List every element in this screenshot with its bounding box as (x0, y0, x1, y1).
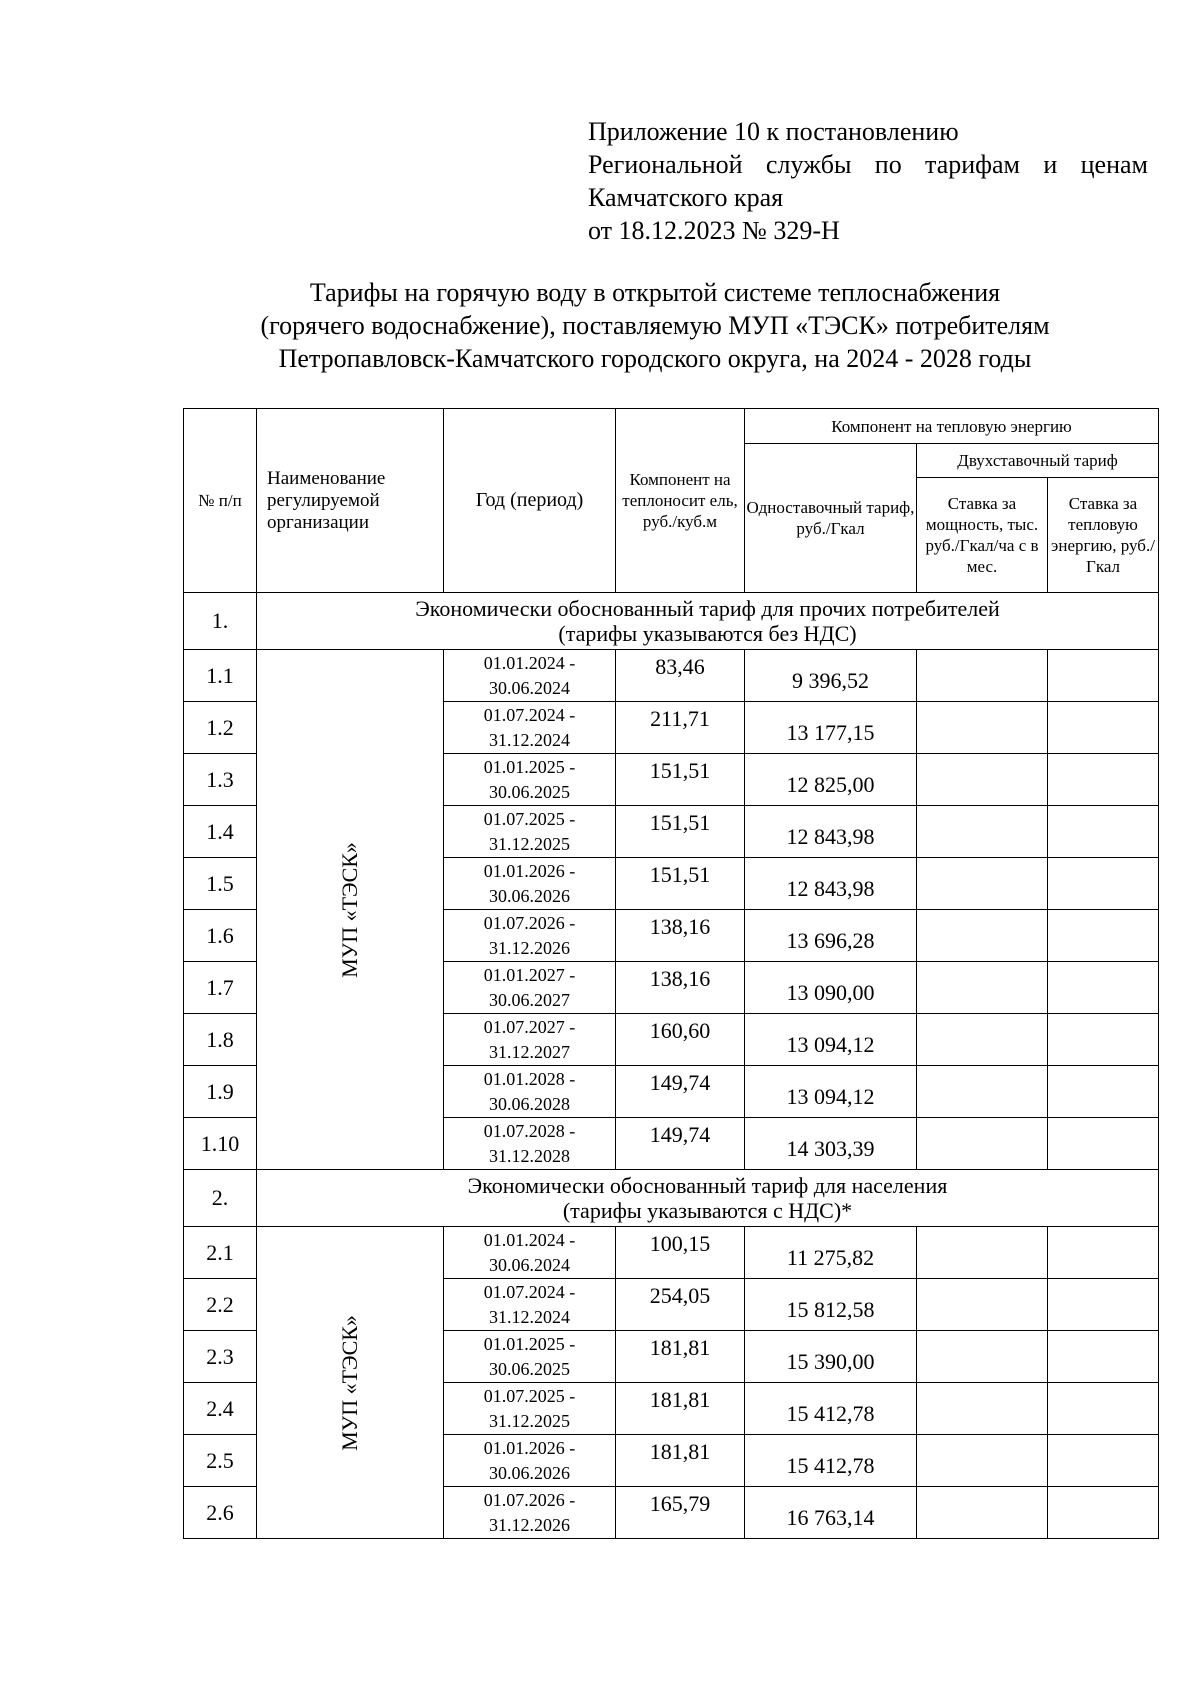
period-start: 01.01.2028 - (483, 1068, 576, 1089)
carrier-value: 138,16 (616, 910, 745, 962)
period-cell (444, 1383, 616, 1435)
period-end: 31.12.2026 (489, 1514, 570, 1535)
period-end: 30.06.2025 (489, 1358, 570, 1379)
energy-rate-value (1048, 1487, 1159, 1539)
single-rate-value: 15 812,58 (745, 1279, 917, 1331)
carrier-value: 83,46 (616, 650, 745, 702)
capacity-rate-value (917, 650, 1048, 702)
period-end: 31.12.2024 (489, 729, 570, 750)
single-rate-value: 11 275,82 (745, 1227, 917, 1279)
period-end: 30.06.2025 (489, 781, 570, 802)
period-end: 31.12.2028 (489, 1145, 570, 1166)
capacity-rate-value (917, 1118, 1048, 1170)
carrier-value: 165,79 (616, 1487, 745, 1539)
appendix-line: от 18.12.2023 № 329-Н (588, 216, 840, 245)
energy-rate-value (1048, 1227, 1159, 1279)
table-header (184, 409, 1159, 593)
period-end: 31.12.2026 (489, 937, 570, 958)
row-number: 1.6 (184, 910, 257, 962)
period-cell (444, 650, 616, 702)
period-start: 01.01.2025 - (483, 1333, 576, 1354)
title-line: Петропавловск-Камчатского городского округа, на 2024 - 2028 годы (278, 344, 1032, 373)
row-number: 1.3 (184, 754, 257, 806)
period-start: 01.07.2024 - (483, 704, 576, 725)
period-start: 01.07.2027 - (483, 1016, 576, 1037)
row-number: 2.4 (184, 1383, 257, 1435)
carrier-value: 181,81 (616, 1331, 745, 1383)
period-cell (444, 1118, 616, 1170)
capacity-rate-value (917, 1331, 1048, 1383)
period-cell (444, 1014, 616, 1066)
carrier-value: 181,81 (616, 1383, 745, 1435)
single-rate-value: 15 412,78 (745, 1435, 917, 1487)
title-line: (горячего водоснабжение), поставляемую МУП «ТЭСК» потребителям (260, 311, 1050, 340)
energy-rate-value (1048, 1435, 1159, 1487)
capacity-rate-value (917, 1066, 1048, 1118)
period-end: 30.06.2028 (489, 1093, 570, 1114)
single-rate-value: 12 843,98 (745, 858, 917, 910)
header-year: Год (период) (444, 409, 616, 593)
section-title-line: Экономически обоснованный тариф для населения (467, 1173, 948, 1198)
capacity-rate-value (917, 1487, 1048, 1539)
energy-rate-value (1048, 702, 1159, 754)
period-cell (444, 858, 616, 910)
row-number: 1.4 (184, 806, 257, 858)
capacity-rate-value (917, 754, 1048, 806)
period-start: 01.07.2025 - (483, 1385, 576, 1406)
single-rate-value: 15 412,78 (745, 1383, 917, 1435)
tariff-table (183, 408, 1159, 1539)
org-cell (257, 650, 444, 1170)
period-end: 31.12.2025 (489, 1410, 570, 1431)
carrier-value: 151,51 (616, 806, 745, 858)
energy-rate-value (1048, 754, 1159, 806)
carrier-value: 151,51 (616, 858, 745, 910)
org-name: МУП «ТЭСК» (337, 841, 362, 978)
header-heat-component: Компонент на тепловую энергию (745, 409, 1159, 444)
row-number: 1.9 (184, 1066, 257, 1118)
period-start: 01.01.2026 - (483, 1437, 576, 1458)
capacity-rate-value (917, 910, 1048, 962)
section-title (257, 1170, 1159, 1227)
row-number: 1.7 (184, 962, 257, 1014)
appendix-note (588, 115, 1148, 247)
period-start: 01.01.2024 - (483, 652, 576, 673)
carrier-value: 181,81 (616, 1435, 745, 1487)
capacity-rate-value (917, 962, 1048, 1014)
capacity-rate-value (917, 806, 1048, 858)
table-row (184, 650, 1159, 702)
title-line: Тарифы на горячую воду в открытой системе теплоснабжения (309, 278, 1001, 307)
header-org: Наименование регулируемой организации (257, 409, 444, 593)
row-number: 1.1 (184, 650, 257, 702)
single-rate-value: 12 843,98 (745, 806, 917, 858)
period-cell (444, 1066, 616, 1118)
period-cell (444, 910, 616, 962)
row-number: 1.10 (184, 1118, 257, 1170)
capacity-rate-value (917, 1014, 1048, 1066)
carrier-value: 211,71 (616, 702, 745, 754)
period-start: 01.01.2027 - (483, 964, 576, 985)
org-name: МУП «ТЭСК» (337, 1314, 362, 1451)
period-end: 30.06.2024 (489, 1254, 570, 1275)
energy-rate-value (1048, 910, 1159, 962)
row-number: 2.1 (184, 1227, 257, 1279)
carrier-value: 100,15 (616, 1227, 745, 1279)
period-start: 01.01.2024 - (483, 1229, 576, 1250)
period-cell (444, 1435, 616, 1487)
capacity-rate-value (917, 1383, 1048, 1435)
row-number: 1.8 (184, 1014, 257, 1066)
single-rate-value: 16 763,14 (745, 1487, 917, 1539)
section-title-line: (тарифы указываются без НДС) (558, 621, 857, 646)
energy-rate-value (1048, 1118, 1159, 1170)
period-start: 01.07.2026 - (483, 1489, 576, 1510)
single-rate-value: 9 396,52 (745, 650, 917, 702)
energy-rate-value (1048, 1014, 1159, 1066)
row-number: 2.5 (184, 1435, 257, 1487)
header-energy-rate: Ставка за тепловую энергию, руб./Гкал (1048, 478, 1159, 593)
capacity-rate-value (917, 858, 1048, 910)
single-rate-value: 13 177,15 (745, 702, 917, 754)
row-number: 1.5 (184, 858, 257, 910)
period-cell (444, 1227, 616, 1279)
section-row (184, 593, 1159, 650)
period-cell (444, 754, 616, 806)
period-start: 01.07.2026 - (483, 912, 576, 933)
period-end: 31.12.2024 (489, 1306, 570, 1327)
carrier-value: 254,05 (616, 1279, 745, 1331)
header-carrier: Компонент на теплоносит ель, руб./куб.м (616, 409, 745, 593)
row-number: 2.3 (184, 1331, 257, 1383)
section-row (184, 1170, 1159, 1227)
header-single-rate: Одноставочный тариф, руб./Гкал (745, 444, 917, 593)
single-rate-value: 12 825,00 (745, 754, 917, 806)
section-title-line: Экономически обоснованный тариф для прочих потребителей (415, 596, 1000, 621)
energy-rate-value (1048, 858, 1159, 910)
single-rate-value: 13 696,28 (745, 910, 917, 962)
capacity-rate-value (917, 1279, 1048, 1331)
org-cell (257, 1227, 444, 1539)
period-cell (444, 1487, 616, 1539)
header-two-rate: Двухставочный тариф (917, 444, 1159, 478)
appendix-line: Приложение 10 к постановлению (588, 117, 959, 146)
energy-rate-value (1048, 1279, 1159, 1331)
period-end: 31.12.2027 (489, 1041, 570, 1062)
period-start: 01.07.2024 - (483, 1281, 576, 1302)
capacity-rate-value (917, 702, 1048, 754)
period-cell (444, 806, 616, 858)
period-start: 01.07.2028 - (483, 1120, 576, 1141)
capacity-rate-value (917, 1227, 1048, 1279)
section-title-line: (тарифы указываются с НДС)* (562, 1198, 853, 1223)
appendix-line: Региональной службы по тарифам и ценам (588, 150, 1148, 179)
table-row (184, 1227, 1159, 1279)
single-rate-value: 13 094,12 (745, 1014, 917, 1066)
section-title (257, 593, 1159, 650)
period-cell (444, 1331, 616, 1383)
row-number: 2.6 (184, 1487, 257, 1539)
energy-rate-value (1048, 806, 1159, 858)
carrier-value: 138,16 (616, 962, 745, 1014)
header-num: № п/п (184, 409, 257, 593)
period-end: 30.06.2026 (489, 1462, 570, 1483)
capacity-rate-value (917, 1435, 1048, 1487)
energy-rate-value (1048, 650, 1159, 702)
energy-rate-value (1048, 1066, 1159, 1118)
single-rate-value: 15 390,00 (745, 1331, 917, 1383)
period-end: 30.06.2027 (489, 989, 570, 1010)
appendix-line: Камчатского края (588, 183, 784, 212)
energy-rate-value (1048, 1383, 1159, 1435)
period-cell (444, 962, 616, 1014)
carrier-value: 160,60 (616, 1014, 745, 1066)
section-number: 1. (184, 593, 257, 650)
row-number: 2.2 (184, 1279, 257, 1331)
period-start: 01.01.2026 - (483, 860, 576, 881)
period-end: 30.06.2024 (489, 677, 570, 698)
period-end: 31.12.2025 (489, 833, 570, 854)
single-rate-value: 13 090,00 (745, 962, 917, 1014)
single-rate-value: 14 303,39 (745, 1118, 917, 1170)
carrier-value: 149,74 (616, 1066, 745, 1118)
document-title (150, 276, 1160, 375)
carrier-value: 151,51 (616, 754, 745, 806)
table-body (184, 593, 1159, 1539)
period-start: 01.07.2025 - (483, 808, 576, 829)
period-end: 30.06.2026 (489, 885, 570, 906)
period-start: 01.01.2025 - (483, 756, 576, 777)
energy-rate-value (1048, 962, 1159, 1014)
energy-rate-value (1048, 1331, 1159, 1383)
row-number: 1.2 (184, 702, 257, 754)
section-number: 2. (184, 1170, 257, 1227)
header-capacity-rate: Ставка за мощность, тыс. руб./Гкал/ча с в мес. (917, 478, 1048, 593)
period-cell (444, 702, 616, 754)
carrier-value: 149,74 (616, 1118, 745, 1170)
period-cell (444, 1279, 616, 1331)
single-rate-value: 13 094,12 (745, 1066, 917, 1118)
